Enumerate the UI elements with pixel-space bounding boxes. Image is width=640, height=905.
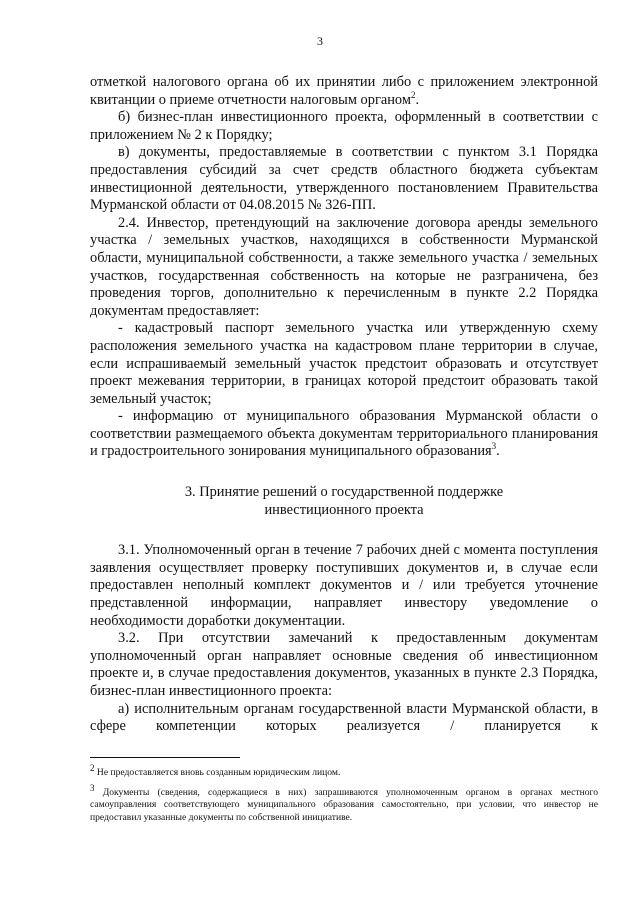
- document-body: [90, 74, 598, 736]
- section-heading-line2: инвестиционного проекта: [264, 501, 424, 518]
- footnote-ref-2: 2: [410, 89, 416, 100]
- footnote-2: [90, 762, 598, 780]
- page-number: 3: [317, 34, 323, 48]
- paragraph-3-2: 3.2. При отсутствии замечаний к предоставленным документам уполномоченный орган направляет основные сведения об инвестиционном проекте и, в случае предоставления документов, указанных в пункте 2.3 Порядка, бизнес-план инвестиционного проекта:: [90, 630, 598, 699]
- paragraph-3-1: 3.1. Уполномоченный орган в течение 7 рабочих дней с момента поступления заявления осуществляет проверку поступивших документов и, в случае если предоставлен неполный комплект документов и / или требуется уточнение представленной информации, направляет инвестору уведомление о необходимости доработки документации.: [90, 542, 598, 629]
- paragraph-a: а) исполнительным органам государственной власти Мурманской области, в сфере компетенции которых реализуется / планируется к: [90, 700, 598, 735]
- paragraph-2-4: 2.4. Инвестор, претендующий на заключение договора аренды земельного участка / земельных участков, находящихся в собственности Мурманской области, муниципальной собственности, а также земельного участка / земельных участков, государственная собственность на которые не разграничена, без проведения торгов, дополнительно к перечисленным в пункте 2.2 Порядка документам предоставляет:: [90, 214, 598, 319]
- paragraph-cadastral: - кадастровый паспорт земельного участка или утвержденную схему расположения земельного участка на кадастровом плане территории в случае, если испрашиваемый земельный участок предстоит образовать и отсутствует проект межевания территории, в границах которой предстоит образовать такой земельный участок;: [90, 320, 598, 407]
- paragraph-text: - информацию от муниципального образования Мурманской области о соответствии размещаемого объекта документам территориального планирования и градостроительного зонирования муниципального образования: [90, 408, 598, 460]
- paragraph-v: в) документы, предоставляемые в соответствии с пунктом 3.1 Порядка предоставления субсидий за счет средств областного бюджета субъектам инвестиционной деятельности, утвержденного постановлением Правительства Мурманской области от 04.08.2015 № 326-ПП.: [90, 144, 598, 214]
- footnote-text: Документы (сведения, содержащиеся в них) запрашиваются уполномоченным органом в органах местного самоуправления соответствующего муниципального образования самостоятельно, при условии, что инвестор не предоставил указанные документы по собственной инициативе.: [90, 786, 598, 823]
- paragraph-text: отметкой налогового органа об их принятии либо с приложением электронной квитанции о приеме отчетности налоговым органом: [90, 74, 598, 108]
- footnote-ref-3: 3: [491, 441, 497, 452]
- paragraph-b: б) бизнес-план инвестиционного проекта, оформленный в соответствии с приложением № 2 к Порядку;: [90, 109, 598, 143]
- section-heading-line1: 3. Принятие решений о государственной поддержке: [184, 484, 504, 501]
- footnote-mark: 2: [90, 762, 95, 773]
- footnote-text: Не предоставляется вновь созданным юридическим лицом.: [96, 767, 341, 778]
- paragraph-municipal-info: - информацию от муниципального образования Мурманской области о соответствии размещаемого объекта документам территориального планирования и градостроительного зонирования муниципального образования$^3$.: [90, 408, 598, 460]
- footnotes: [90, 762, 598, 824]
- footnote-divider: [90, 757, 240, 758]
- footnote-3: [90, 782, 598, 825]
- footnote-mark: 3: [90, 782, 95, 793]
- paragraph-continuation: отметкой налогового органа об их принятии либо с приложением электронной квитанции о приеме отчетности налоговым органом$^2$.: [90, 74, 598, 108]
